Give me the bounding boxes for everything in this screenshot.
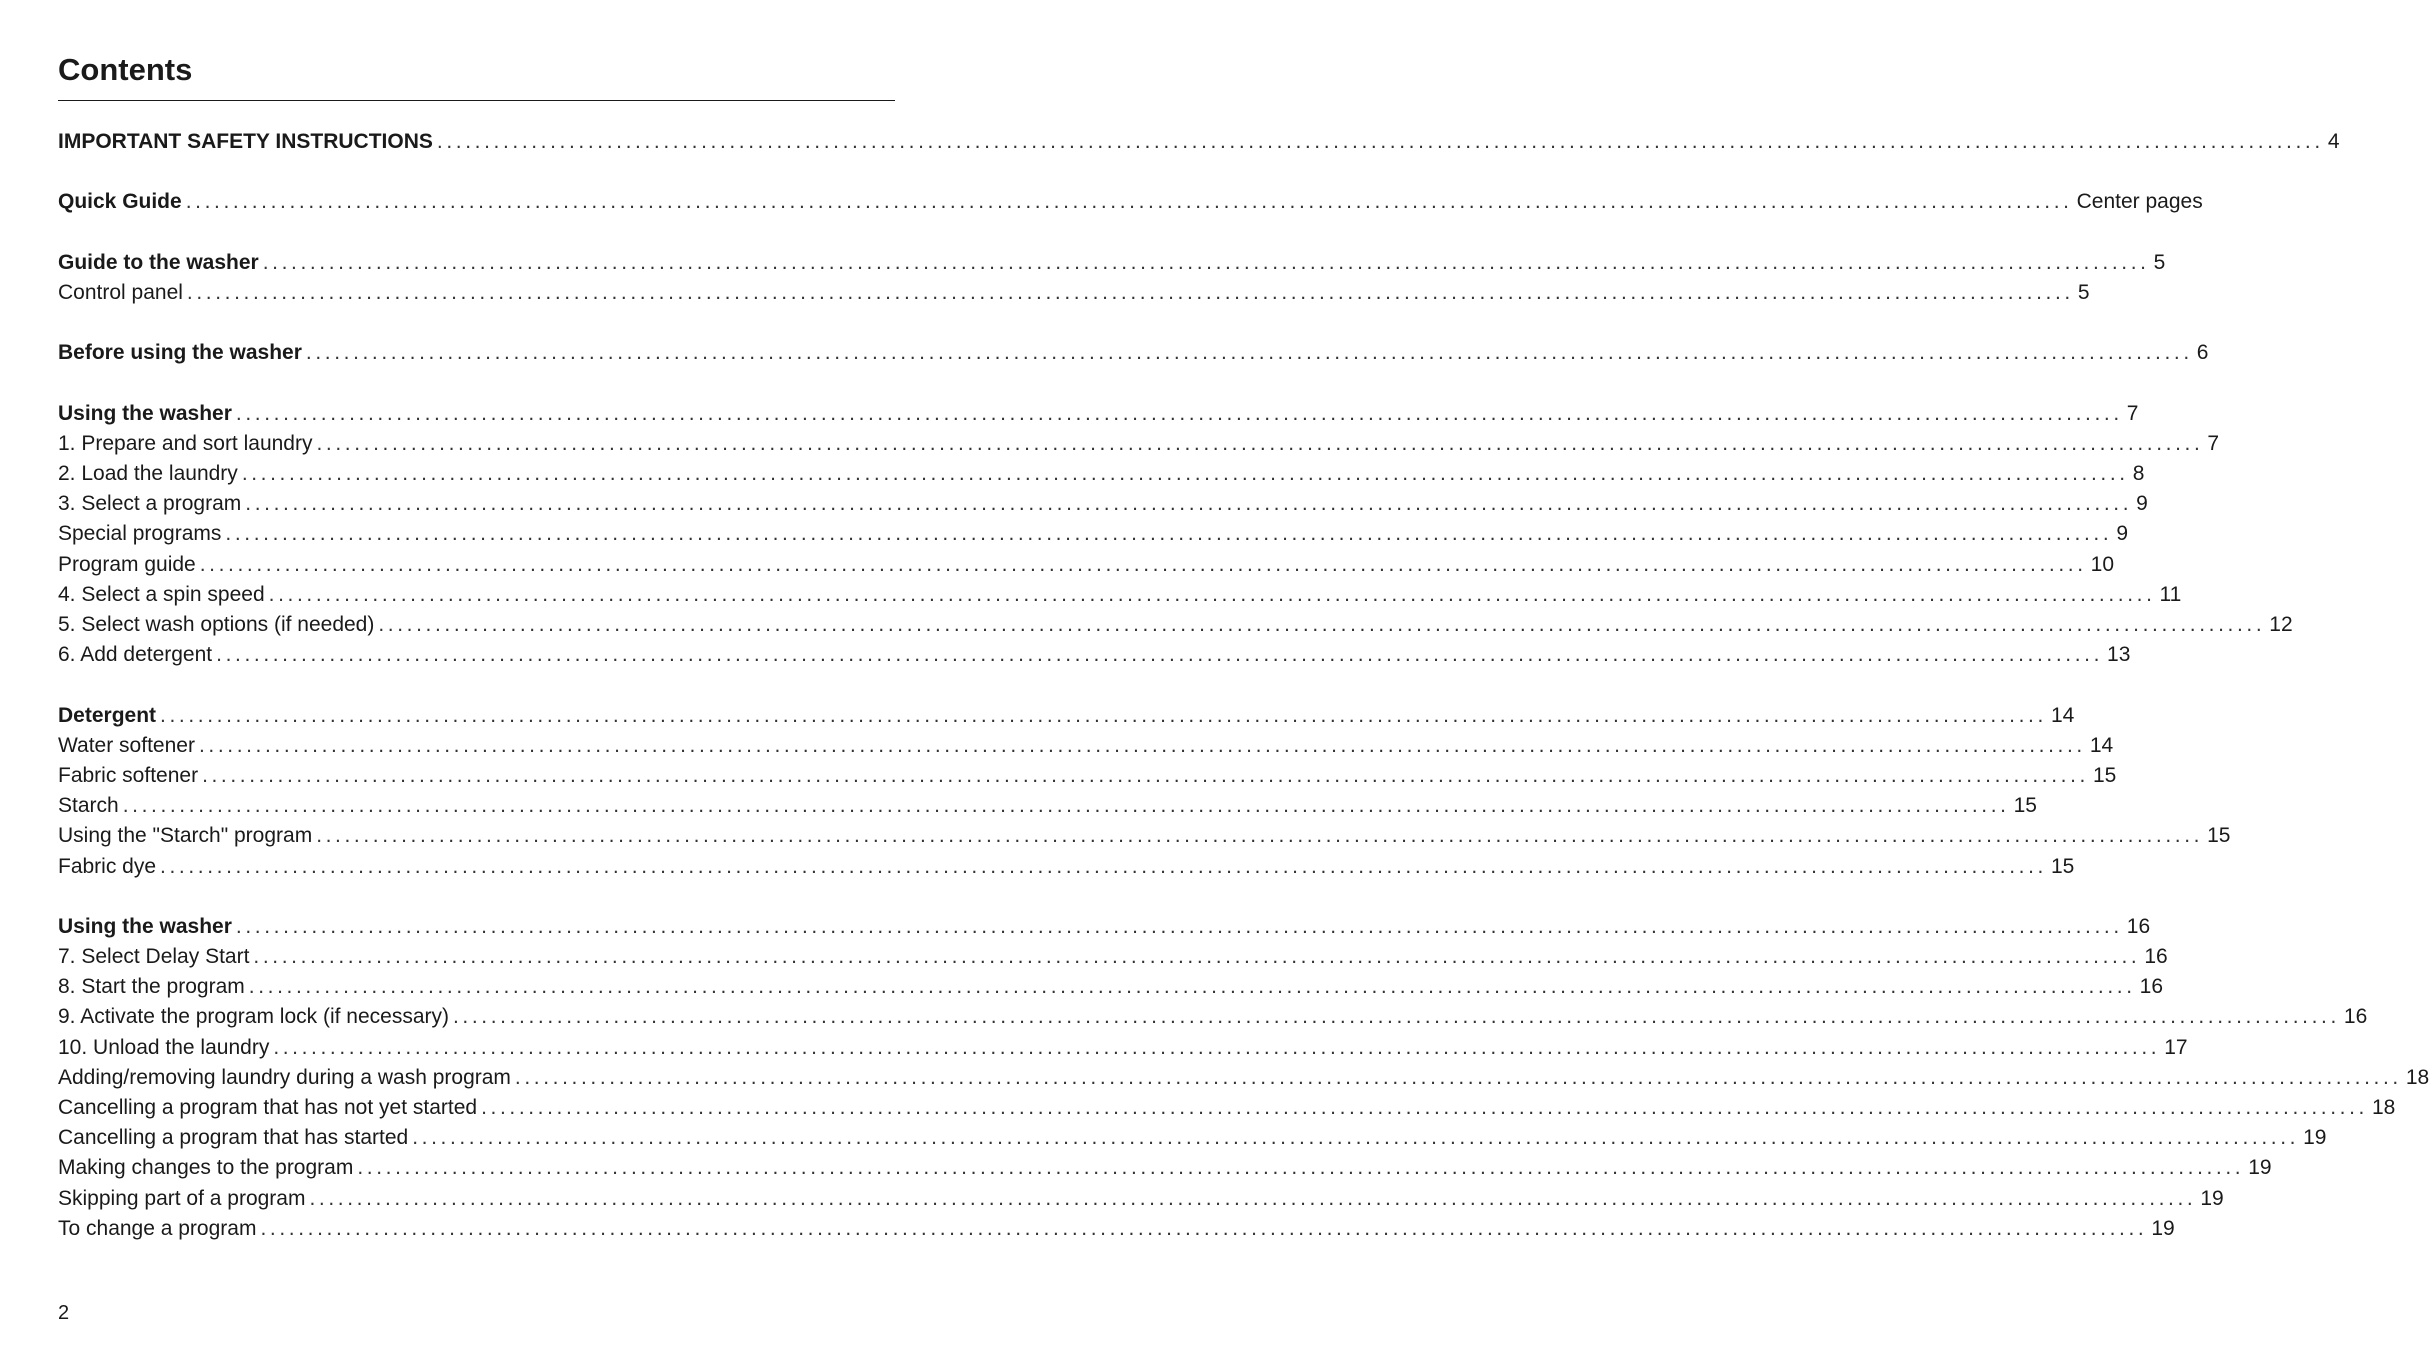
toc-entry-label: Water softener	[58, 733, 195, 757]
toc-entry[interactable]	[58, 1002, 2368, 1032]
dot-leader: ........................................................................................................................................................................................................	[160, 703, 2047, 727]
toc-entry-label: Special programs	[58, 522, 222, 546]
toc-entry-label: Using the "Starch" program	[58, 824, 313, 848]
toc-entry-page: 9	[2136, 492, 2148, 516]
toc-entry-page: 16	[2144, 945, 2168, 969]
toc-section-heading[interactable]	[58, 127, 2340, 157]
toc-section-heading[interactable]	[58, 399, 2139, 429]
dot-leader: ........................................................................................................................................................................................................	[316, 824, 2204, 848]
toc-entry[interactable]	[58, 942, 2168, 972]
toc-entry-page: 15	[2207, 824, 2231, 848]
toc-entry-label: Guide to the washer	[58, 250, 259, 274]
toc-entry-label: To change a program	[58, 1216, 257, 1240]
toc-entry[interactable]	[58, 1123, 2327, 1153]
toc-entry-page: 19	[2248, 1156, 2272, 1180]
dot-leader: ........................................................................................................................................................................................................	[378, 613, 2266, 636]
toc-entry[interactable]	[58, 1184, 2224, 1214]
toc-entry-label: Fabric dye	[58, 854, 157, 878]
toc-entry-label: IMPORTANT SAFETY INSTRUCTIONS	[58, 130, 433, 153]
toc-entry[interactable]	[58, 278, 2090, 308]
toc-entry-page: 19	[2200, 1186, 2224, 1210]
toc-entry-label: Control panel	[58, 280, 183, 304]
dot-leader: ........................................................................................................................................................................................................	[268, 582, 2156, 606]
dot-leader: ........................................................................................................................................................................................................	[357, 1156, 2245, 1180]
toc-entry-label: Cancelling a program that has not yet started	[58, 1096, 478, 1119]
dot-leader: ........................................................................................................................................................................................................	[198, 733, 2086, 757]
dot-leader: ........................................................................................................................................................................................................	[253, 945, 2141, 969]
toc-entry-label: 4. Select a spin speed	[58, 582, 265, 606]
toc-entry-page: 4	[2327, 130, 2340, 153]
toc-entry[interactable]	[58, 731, 2114, 761]
toc-entry[interactable]	[58, 610, 2293, 640]
toc-entry-page: 11	[2159, 582, 2182, 606]
toc-entry[interactable]	[58, 1033, 2188, 1063]
toc-entry-label: Program guide	[58, 552, 196, 576]
toc-entry-page: 17	[2164, 1035, 2188, 1059]
dot-leader: ........................................................................................................................................................................................................	[245, 492, 2133, 516]
toc-entry-page: 6	[2196, 341, 2209, 365]
toc-entry-label: Making changes to the program	[58, 1156, 354, 1180]
toc-entry-label: 9. Activate the program lock (if necessary)	[58, 1005, 449, 1029]
toc-entry-page: 15	[2013, 794, 2037, 818]
toc-entry-page: 8	[2132, 462, 2145, 486]
toc-entry[interactable]	[58, 459, 2145, 489]
dot-leader: ........................................................................................................................................................................................................	[260, 1216, 2148, 1240]
dot-leader: ........................................................................................................................................................................................................	[235, 914, 2123, 938]
toc-entry[interactable]	[58, 1153, 2272, 1183]
table-of-contents	[58, 127, 2429, 1244]
toc-entry[interactable]	[58, 761, 2117, 791]
toc-entry-page: 15	[2092, 763, 2117, 787]
dot-leader: ........................................................................................................................................................................................................	[514, 1065, 2402, 1089]
dot-leader: ........................................................................................................................................................................................................	[481, 1096, 2368, 1119]
dot-leader: ........................................................................................................................................................................................................	[248, 975, 2136, 999]
dot-leader: ........................................................................................................................................................................................................	[202, 763, 2089, 787]
dot-leader: ........................................................................................................................................................................................................	[241, 462, 2129, 486]
toc-entry-page: 14	[2050, 703, 2075, 727]
dot-leader: ........................................................................................................................................................................................................	[273, 1035, 2161, 1059]
toc-entry[interactable]	[58, 1063, 2429, 1093]
dot-leader: ........................................................................................................................................................................................................	[309, 1186, 2197, 1210]
toc-entry[interactable]	[58, 580, 2182, 610]
toc-section-heading[interactable]	[58, 187, 2203, 217]
dot-leader: ........................................................................................................................................................................................................	[185, 190, 2073, 214]
toc-entry-label: 8. Start the program	[58, 975, 245, 999]
toc-entry-page: 18	[2371, 1096, 2396, 1119]
toc-entry-label: Before using the washer	[58, 341, 302, 365]
toc-entry-label: Skipping part of a program	[58, 1186, 306, 1210]
dot-leader: ........................................................................................................................................................................................................	[436, 130, 2324, 153]
title-divider	[58, 100, 895, 101]
toc-entry-page: 16	[2126, 914, 2151, 938]
toc-entry-label: Fabric softener	[58, 763, 199, 787]
toc-entry-page: 5	[2077, 280, 2090, 304]
toc-entry-page: 15	[2050, 854, 2075, 878]
toc-entry-page: 7	[2207, 431, 2220, 455]
dot-leader: ........................................................................................................................................................................................................	[199, 552, 2087, 576]
toc-entry-page: 12	[2269, 613, 2293, 636]
toc-entry[interactable]	[58, 519, 2128, 549]
toc-entry-label: Quick Guide	[58, 190, 182, 214]
toc-entry-label: 2. Load the laundry	[58, 462, 238, 486]
toc-entry-label: 10. Unload the laundry	[58, 1035, 270, 1059]
toc-entry-label: 6. Add detergent	[58, 643, 213, 667]
toc-section-heading[interactable]	[58, 912, 2151, 942]
dot-leader: ........................................................................................................................................................................................................	[160, 854, 2047, 878]
toc-entry[interactable]	[58, 1214, 2175, 1244]
toc-entry[interactable]	[58, 640, 2131, 670]
toc-entry-page: Center pages	[2076, 190, 2203, 214]
toc-entry[interactable]	[58, 550, 2115, 580]
toc-entry-page: 16	[2343, 1005, 2368, 1029]
toc-entry-label: 3. Select a program	[58, 492, 242, 516]
dot-leader: ........................................................................................................................................................................................................	[122, 794, 2010, 818]
toc-entry-page: 10	[2090, 552, 2115, 576]
toc-entry-label: Using the washer	[58, 914, 232, 938]
dot-leader: ........................................................................................................................................................................................................	[216, 643, 2104, 667]
toc-entry-page: 19	[2151, 1216, 2175, 1240]
toc-entry[interactable]	[58, 1093, 2396, 1123]
dot-leader: ........................................................................................................................................................................................................	[262, 250, 2150, 274]
toc-section-heading[interactable]	[58, 338, 2209, 368]
toc-entry-label: 5. Select wash options (if needed)	[58, 613, 375, 636]
toc-entry-label: 1. Prepare and sort laundry	[58, 431, 313, 455]
toc-entry-label: Starch	[58, 794, 119, 818]
toc-entry-page: 9	[2116, 522, 2128, 546]
toc-entry[interactable]	[58, 429, 2220, 459]
toc-entry[interactable]	[58, 852, 2075, 882]
toc-entry-page: 14	[2089, 733, 2114, 757]
toc-entry-page: 7	[2126, 401, 2139, 425]
toc-entry[interactable]	[58, 791, 2037, 821]
page-title: Contents	[58, 52, 193, 87]
toc-section-heading[interactable]	[58, 701, 2075, 731]
toc-entry-page: 19	[2303, 1126, 2327, 1150]
toc-entry[interactable]	[58, 489, 2148, 519]
toc-entry-page: 18	[2405, 1065, 2429, 1089]
dot-leader: ........................................................................................................................................................................................................	[453, 1005, 2340, 1029]
toc-section-heading[interactable]	[58, 248, 2166, 278]
toc-entry-label: Adding/removing laundry during a wash program	[58, 1065, 511, 1089]
dot-leader: ........................................................................................................................................................................................................	[412, 1126, 2300, 1150]
toc-entry-label: Using the washer	[58, 401, 232, 425]
toc-entry[interactable]	[58, 821, 2231, 851]
toc-entry-page: 13	[2107, 643, 2131, 667]
toc-entry-label: Cancelling a program that has started	[58, 1126, 409, 1150]
toc-entry-label: 7. Select Delay Start	[58, 945, 250, 969]
dot-leader: ........................................................................................................................................................................................................	[225, 522, 2113, 546]
dot-leader: ........................................................................................................................................................................................................	[235, 401, 2123, 425]
toc-entry-label: Detergent	[58, 703, 157, 727]
toc-entry-page: 16	[2139, 975, 2164, 999]
dot-leader: ........................................................................................................................................................................................................	[305, 341, 2193, 365]
page-number: 2	[58, 1302, 70, 1324]
dot-leader: ........................................................................................................................................................................................................	[316, 431, 2204, 455]
toc-entry[interactable]	[58, 972, 2164, 1002]
dot-leader: ........................................................................................................................................................................................................	[186, 280, 2074, 304]
toc-entry-page: 5	[2153, 250, 2166, 274]
